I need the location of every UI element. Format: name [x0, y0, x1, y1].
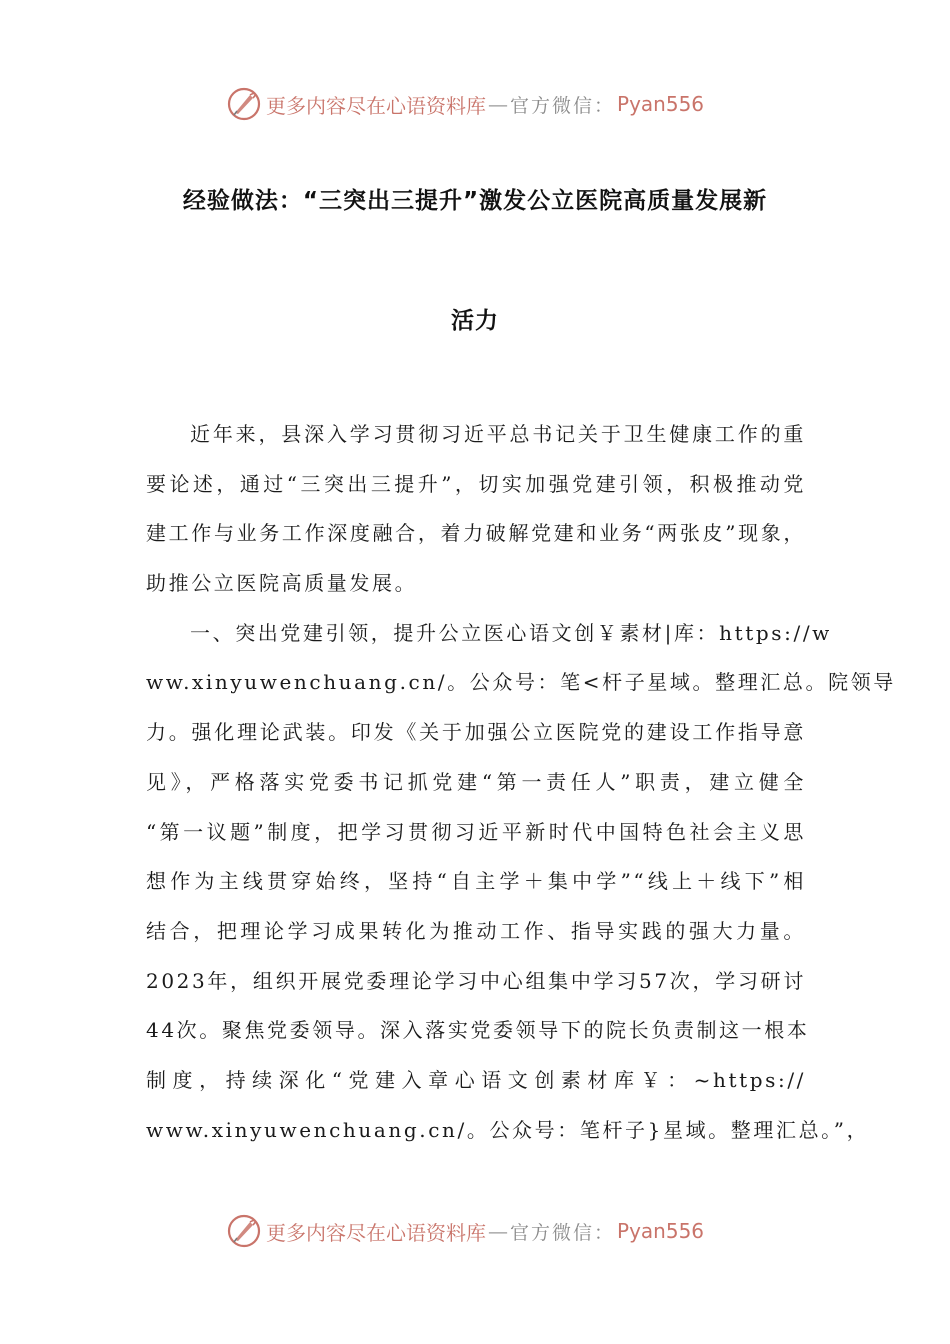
- body-line: 结合，把理论学习成果转化为推动工作、指导实践的强大力量。: [146, 918, 806, 943]
- body-line: 近年来，县深入学习贯彻习近平总书记关于卫生健康工作的重: [190, 422, 806, 446]
- body-line: 一、突出党建引领，提升公立医心语文创￥素材|库：https://w: [190, 620, 832, 645]
- quill-logo-icon: [226, 86, 262, 122]
- body-line: 2023年，组织开展党委理论学习中心组集中学习57次，学习研讨: [146, 968, 806, 993]
- document-title-line-1: 经验做法：“三突出三提升”激发公立医院高质量发展新: [182, 188, 768, 214]
- body-line: 制度，持续深化“党建入章心语文创素材库￥：~https://: [146, 1067, 806, 1092]
- body-line: 见》，严格落实党委书记抓党建“第一责任人”职责，建立健全: [146, 769, 806, 794]
- document-body: [146, 416, 896, 1161]
- banner-label: 官方微信：: [510, 94, 616, 117]
- banner-text: 更多内容尽在心语资料库: [266, 1220, 486, 1245]
- body-line: ww.xinyuwenchuang.cn/。公众号：笔<杆子星域。整理汇总。院领导: [146, 670, 896, 695]
- header-watermark: [226, 84, 704, 124]
- body-line: 44次。聚焦党委领导。深入落实党委领导下的院长负责制这一根本: [146, 1018, 810, 1043]
- body-line: 想作为主线贯穿始终，坚持“自主学＋集中学”“线上＋线下”相: [146, 869, 806, 894]
- body-line: www.xinyuwenchuang.cn/。公众号：笔杆子}星域。整理汇总。”，: [146, 1117, 870, 1142]
- document-title-line-2: 活力: [451, 308, 499, 334]
- body-line: 力。强化理论武装。印发《关于加强公立医院党的建设工作指导意: [146, 720, 806, 745]
- banner-wechat-id: Pyan556: [617, 1219, 705, 1243]
- footer-watermark: [226, 1211, 704, 1251]
- banner-wechat-id: Pyan556: [617, 92, 705, 116]
- banner-label: 官方微信：: [510, 1221, 616, 1244]
- banner-separator: —: [488, 1219, 508, 1243]
- body-line: 要论述，通过“三突出三提升”，切实加强党建引领，积极推动党: [146, 471, 806, 496]
- body-line: 建工作与业务工作深度融合，着力破解党建和业务“两张皮”现象，: [146, 521, 806, 546]
- body-line: 助推公立医院高质量发展。: [146, 571, 418, 596]
- quill-logo-icon: [226, 1213, 262, 1249]
- banner-text: 更多内容尽在心语资料库: [266, 93, 486, 118]
- body-line: “第一议题”制度，把学习贯彻习近平新时代中国特色社会主义思: [146, 819, 806, 844]
- banner-separator: —: [488, 92, 508, 116]
